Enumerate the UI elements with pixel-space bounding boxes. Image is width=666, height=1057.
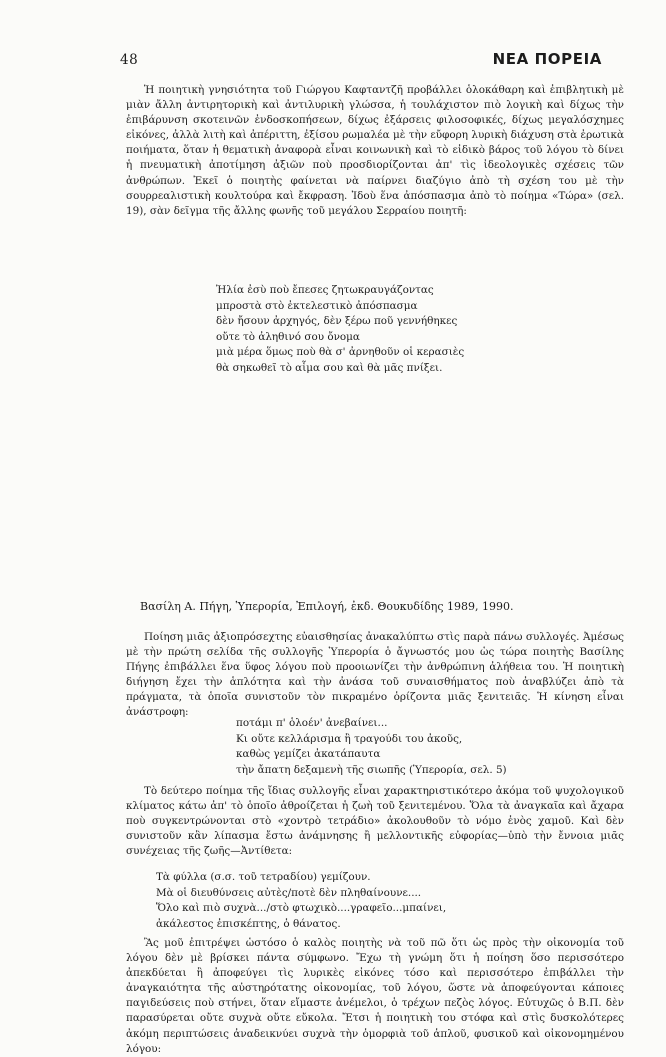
review2-quote-2 [156, 870, 446, 932]
quote-line: καθὼς γεμίζει ἀκατάπαυτα [236, 748, 381, 761]
poem-line: δὲν ἤσουν ἀρχηγός, δὲν ξέρω ποῦ γεννήθηκες [216, 315, 458, 328]
review1-paragraph: Ἡ ποιητικὴ γνησιότητα τοῦ Γιώργου Καφταντζῆ προβάλλει ὁλοκάθαρη καὶ ἐπιβλητικὴ μὲ μιὰν ἄλλη ἀντιρητορικὴ καὶ ἀντιλυρικὴ γλώσσα, ἡ τουλάχιστον πιὸ λογικὴ καὶ δίχως τὴν ἐπιβάρυνση σκοτεινῶν ἐνδοσκοπήσεων, δίχως ἐξάρσεις φιλοσοφικές, δίχως μεγαλόσχημες εἰκόνες, ἀλλὰ λιτὴ καὶ ἀπέριττη, ἐξίσου ρωμαλέα μὲ τὴν εὔφορη λυρικὴ διάχυση στὰ ἐρωτικὰ ποιήματα, ὅταν ἡ θεματικὴ ἀναφορὰ εἶναι κοινωνικὴ καὶ τὸ εἰδικὸ βάρος τοῦ λόγου τὸ δίνει ἡ πνευματικὴ ἀποτίμηση ἀξιῶν ποὺ προσδιορίζονται ἀπ' τὶς ἰδεολογικὲς σχέσεις τῶν ἀνθρώπων. Ἐκεῖ ὁ ποιητὴς φαίνεται νὰ παίρνει διαζύγιο ἀπὸ τὴ σχέση του μὲ τὴν σουρρεαλιστικὴ κουλτούρα καὶ ἔκφραση. Ἰδοὺ ἕνα ἀπόσπασμα ἀπὸ τὸ ποίημα «Τώρα» (σελ. 19), σὰν δεῖγμα τῆς ἄλλης φωνῆς τοῦ μεγάλου Σερραίου ποιητῆ: [126, 84, 624, 217]
poem-line: Ἠλία ἐσὺ ποὺ ἔπεσες ζητωκραυγάζοντας [216, 284, 434, 296]
review1-text [126, 83, 624, 219]
review1-poem [216, 283, 464, 377]
review2-middle [126, 784, 624, 859]
page-number: 48 [120, 52, 139, 68]
review2-paragraph-1: Ποίηση μιᾶς ἀξιοπρόσεχτης εὐαισθησίας ἀνακαλύπτω στὶς παρὰ πάνω συλλογές. Ἀμέσως μὲ τὴν πρώτη σελίδα τῆς συλλογῆς Ὑπερορία ὁ ἄγνωστός μου ὡς τώρα ποιητὴς Βασίλης Πήγης ἐπιβάλλει ἕνα ὕφος λόγου ποὺ προοιωνίζει τὴν ἀνθρώπινη ἀλήθεια του. Ἡ ποιητικὴ διήγηση ἔχει τὴν ἁπλότητα καὶ τὴν ἀνάσα τοῦ συναισθήματος ποὺ ἀναβλύζει ἀπὸ τὰ πράγματα, τὰ ὁποῖα συνιστοῦν τὸν πικραμένο ὁρίζοντα μιᾶς ξενιτειᾶς. Ἡ κίνηση εἶναι ἀνάστροφη: [126, 631, 624, 719]
review2-quote-1 [236, 716, 507, 778]
review2-paragraph-2: Τὸ δεύτερο ποίημα τῆς ἴδιας συλλογῆς εἶναι χαρακτηριστικότερο ἀκόμα τοῦ ψυχολογικοῦ κλίματος κάτω ἀπ' τὸ ὁποῖο ἀθροίζεται ἡ ζωὴ τοῦ ξενιτεμένου. Ὅλα τὰ ἀναγκαῖα καὶ ἄχαρα ποὺ συγκεντρώνονται στὸ «χοντρὸ τετράδιο» ἀκολουθοῦν τὸ νόμο ἑνὸς χαμοῦ. Καὶ δὲν συνιστοῦν κἂν λίπασμα ἔστω ἀνάμνησης ἢ μελλοντικῆς εὐφορίας—ὑπὸ τὴν ἔννοια μιᾶς συνέχειας τῆς ζωῆς—Ἀντίθετα: [126, 785, 624, 858]
bibliography-heading: Βασίλη Α. Πήγη, Ὑπερορία, Ἐπιλογή, ἐκδ. Θουκυδίδης 1989, 1990. [140, 600, 514, 613]
quote-line: τὴν ἄπατη δεξαμενὴ τῆς σιωπῆς (Ὑπερορία, σελ. 5) [236, 763, 507, 776]
quote-line: Τὰ φύλλα (σ.σ. τοῦ τετραδίου) γεμίζουν. [156, 871, 371, 883]
journal-title: ΝΕΑ ΠΟΡΕΙΑ [492, 50, 602, 68]
quote-line: Μὰ οἱ διευθύνσεις αὐτὲς/ποτὲ δὲν πληθαίνουνε.... [156, 886, 422, 899]
quote-line: ποτάμι π' ὁλοέν' ἀνεβαίνει... [236, 717, 388, 729]
quote-line: ἀκάλεστος ἐπισκέπτης, ὁ θάνατος. [156, 917, 341, 930]
poem-line: μιὰ μέρα ὅμως ποὺ θὰ σ' ἀρνηθοῦν οἱ κερασιὲς [216, 346, 465, 359]
poem-line: μπροστὰ στὸ ἐκτελεστικὸ ἀπόσπασμα [216, 299, 418, 312]
review2-intro [126, 630, 624, 721]
quote-line: Κι οὔτε κελλάρισμα ἢ τραγούδι του ἀκοῦς, [236, 732, 463, 745]
review2-end [126, 936, 624, 1057]
quote-line: Ὅλο καὶ πιὸ συχνὰ.../στὸ φτωχικὸ....γραφεῖο...μπαίνει, [156, 902, 447, 915]
review2-paragraph-3: Ἂς μοῦ ἐπιτρέψει ὡστόσο ὁ καλὸς ποιητὴς νὰ τοῦ πῶ ὅτι ὡς πρὸς τὴν οἰκονομία τοῦ λόγου δὲν μὲ βρίσκει πάντα σύμφωνο. Ἔχω τὴ γνώμη ὅτι ἡ ποίηση ὅσο περισσότερο ἀπεκδύεται ἢ ἀποφεύγει τὶς λυρικὲς εἰκόνες τόσο καὶ περισσότερο ἐπιβάλλει τὴν ἀναγκαιότητα τῆς αὐστηρότατης οἰκονομίας, τοῦ λόγου, ὥστε νὰ ἀποφεύγονται κάποιες παγιδεύσεις ποὺ στήνει, ὅταν εἴμαστε ἀνέμελοι, ὁ τρέχων πεζὸς λόγος. Εὐτυχῶς ὁ Β.Π. δὲν παρασύρεται οὔτε συχνὰ οὔτε εὔκολα. Ἔτσι ἡ ποιητικὴ του στόφα καὶ στὶς δυσκολότερες ἀκόμη περιπτώσεις ἀναδεικνύει συχνὰ τὴν ὁμορφιὰ τοῦ ἁπλοῦ, φυσικοῦ καὶ οἰκονομημένου λόγου: [126, 937, 624, 1055]
poem-line: θὰ σηκωθεῖ τὸ αἷμα σου καὶ θὰ μᾶς πνίξει. [216, 361, 443, 374]
poem-line: οὔτε τὸ ἀληθινό σου ὄνομα [216, 330, 360, 343]
